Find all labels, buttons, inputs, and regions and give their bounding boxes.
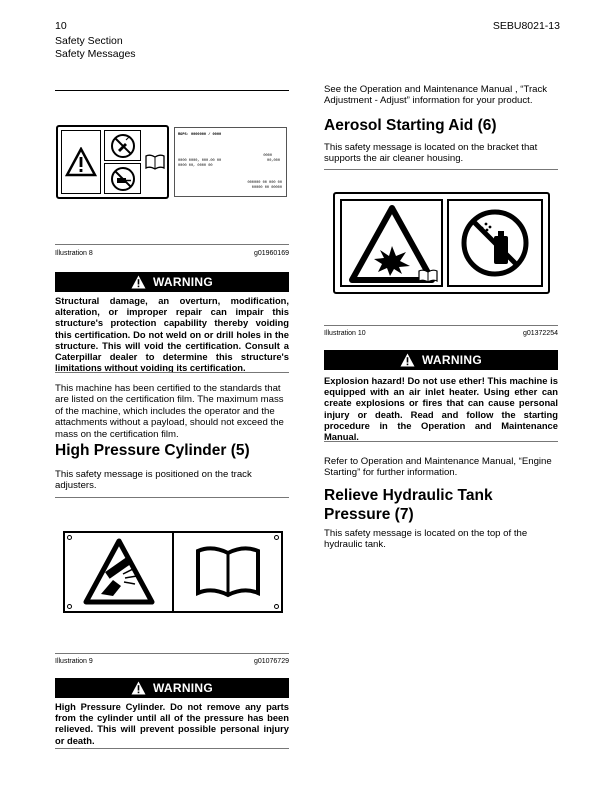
warning-label: WARNING xyxy=(152,681,214,695)
track-adjustment-reference: See the Operation and Maintenance Manual , “Track Adjustment - Adjust” information for your product. xyxy=(324,84,548,107)
warning-triangle-icon xyxy=(61,130,101,194)
warning-triangle-icon xyxy=(400,353,415,367)
section-heading: Relieve Hydraulic Tank Pressure (7) xyxy=(324,487,493,523)
warning-banner xyxy=(55,678,289,698)
document-id: SEBU8021-13 xyxy=(492,20,560,32)
divider xyxy=(55,244,289,245)
engine-starting-reference: Refer to Operation and Maintenance Manual, “Engine Starting” for further information. xyxy=(324,456,552,479)
divider xyxy=(324,325,558,326)
body-paragraph: This safety message is positioned on the track adjusters. xyxy=(55,469,252,492)
warning-text: Explosion hazard! Do not use ether! This machine is equipped with an air inlet heater. Using ether can create explosions or fires that can cause personal injury or death. Read and follow the starting procedure in the Operation and Maintenance Manual. xyxy=(324,375,558,443)
section-heading: Aerosol Starting Aid (6) xyxy=(324,117,497,134)
divider xyxy=(55,372,289,373)
page-number: 10 xyxy=(55,20,67,32)
divider xyxy=(55,748,289,749)
warning-triangle-icon xyxy=(131,681,146,695)
warning-triangle-icon xyxy=(131,275,146,289)
decal-line: 000000 00 000 00 xyxy=(247,181,282,185)
warning-label: WARNING xyxy=(152,275,214,289)
subsection-title: Safety Messages xyxy=(55,48,136,60)
illustration-caption xyxy=(324,329,558,338)
certification-film xyxy=(174,127,287,197)
illustration-code: g01372254 xyxy=(522,330,558,337)
divider xyxy=(55,90,289,91)
high-pressure-hazard-icon xyxy=(83,538,155,611)
no-ether-panel xyxy=(447,199,543,287)
body-paragraph: This safety message is located on the top of the hydraulic tank. xyxy=(324,528,528,551)
illustration-code: g01076729 xyxy=(253,658,289,665)
warning-text: Structural damage, an overturn, modification, alteration, or improper repair can impair this structure's protection capability thereby voiding this certification. Do not weld on or drill holes in the structure. This will void the certification. Consult a Caterpillar dealer to determine this structure's limitations without voiding its certification. xyxy=(55,295,289,374)
warning-text: High Pressure Cylinder. Do not remove any parts from the cylinder until all of the pressure has been relieved. This will prevent possible personal injury or death. xyxy=(55,701,289,746)
warning-label: WARNING xyxy=(421,353,483,367)
illustration-label: Illustration 10 xyxy=(324,330,366,337)
warning-banner xyxy=(55,272,289,292)
no-drill-icon xyxy=(104,163,141,194)
illustration-caption xyxy=(55,657,289,666)
decal-line: 0000 00, 0000 00 xyxy=(178,163,213,168)
decal-line: 0000 0000, 000.00 00 xyxy=(178,159,222,164)
manual-book-icon xyxy=(418,269,438,283)
illustration-10 xyxy=(333,192,550,294)
manual-book-icon xyxy=(195,545,261,604)
divider xyxy=(55,653,289,654)
illustration-label: Illustration 9 xyxy=(55,658,93,665)
divider xyxy=(324,441,558,442)
section-heading: High Pressure Cylinder (5) xyxy=(55,442,250,459)
body-paragraph: This safety message is located on the bracket that supports the air cleaner housing. xyxy=(324,142,538,165)
decal-line: 00000 00 00000 xyxy=(251,186,282,190)
warning-banner xyxy=(324,350,558,370)
certification-paragraph: This machine has been certified to the standards that are listed on the certification film. The maximum mass of the machine, which includes the operator and the attachments without a payload, should not exceed the mass on the certification film. xyxy=(55,383,284,440)
illustration-label: Illustration 8 xyxy=(55,250,93,257)
section-title: Safety Section xyxy=(55,35,123,47)
manual-book-icon xyxy=(144,130,166,194)
illustration-code: g01960169 xyxy=(253,250,289,257)
decal-line: 00,000 xyxy=(267,159,280,163)
no-ether-spray-icon xyxy=(460,208,530,278)
illustration-caption xyxy=(55,249,289,258)
illustration-9 xyxy=(63,531,283,613)
divider xyxy=(324,169,558,170)
divider xyxy=(55,497,289,498)
no-weld-icon xyxy=(104,130,141,161)
illustration-8 xyxy=(55,125,289,200)
explosion-hazard-panel xyxy=(340,199,443,287)
decal-line: 0000 xyxy=(263,154,272,158)
decal-line: ROPS: 0000000 / 0000 xyxy=(178,133,222,137)
